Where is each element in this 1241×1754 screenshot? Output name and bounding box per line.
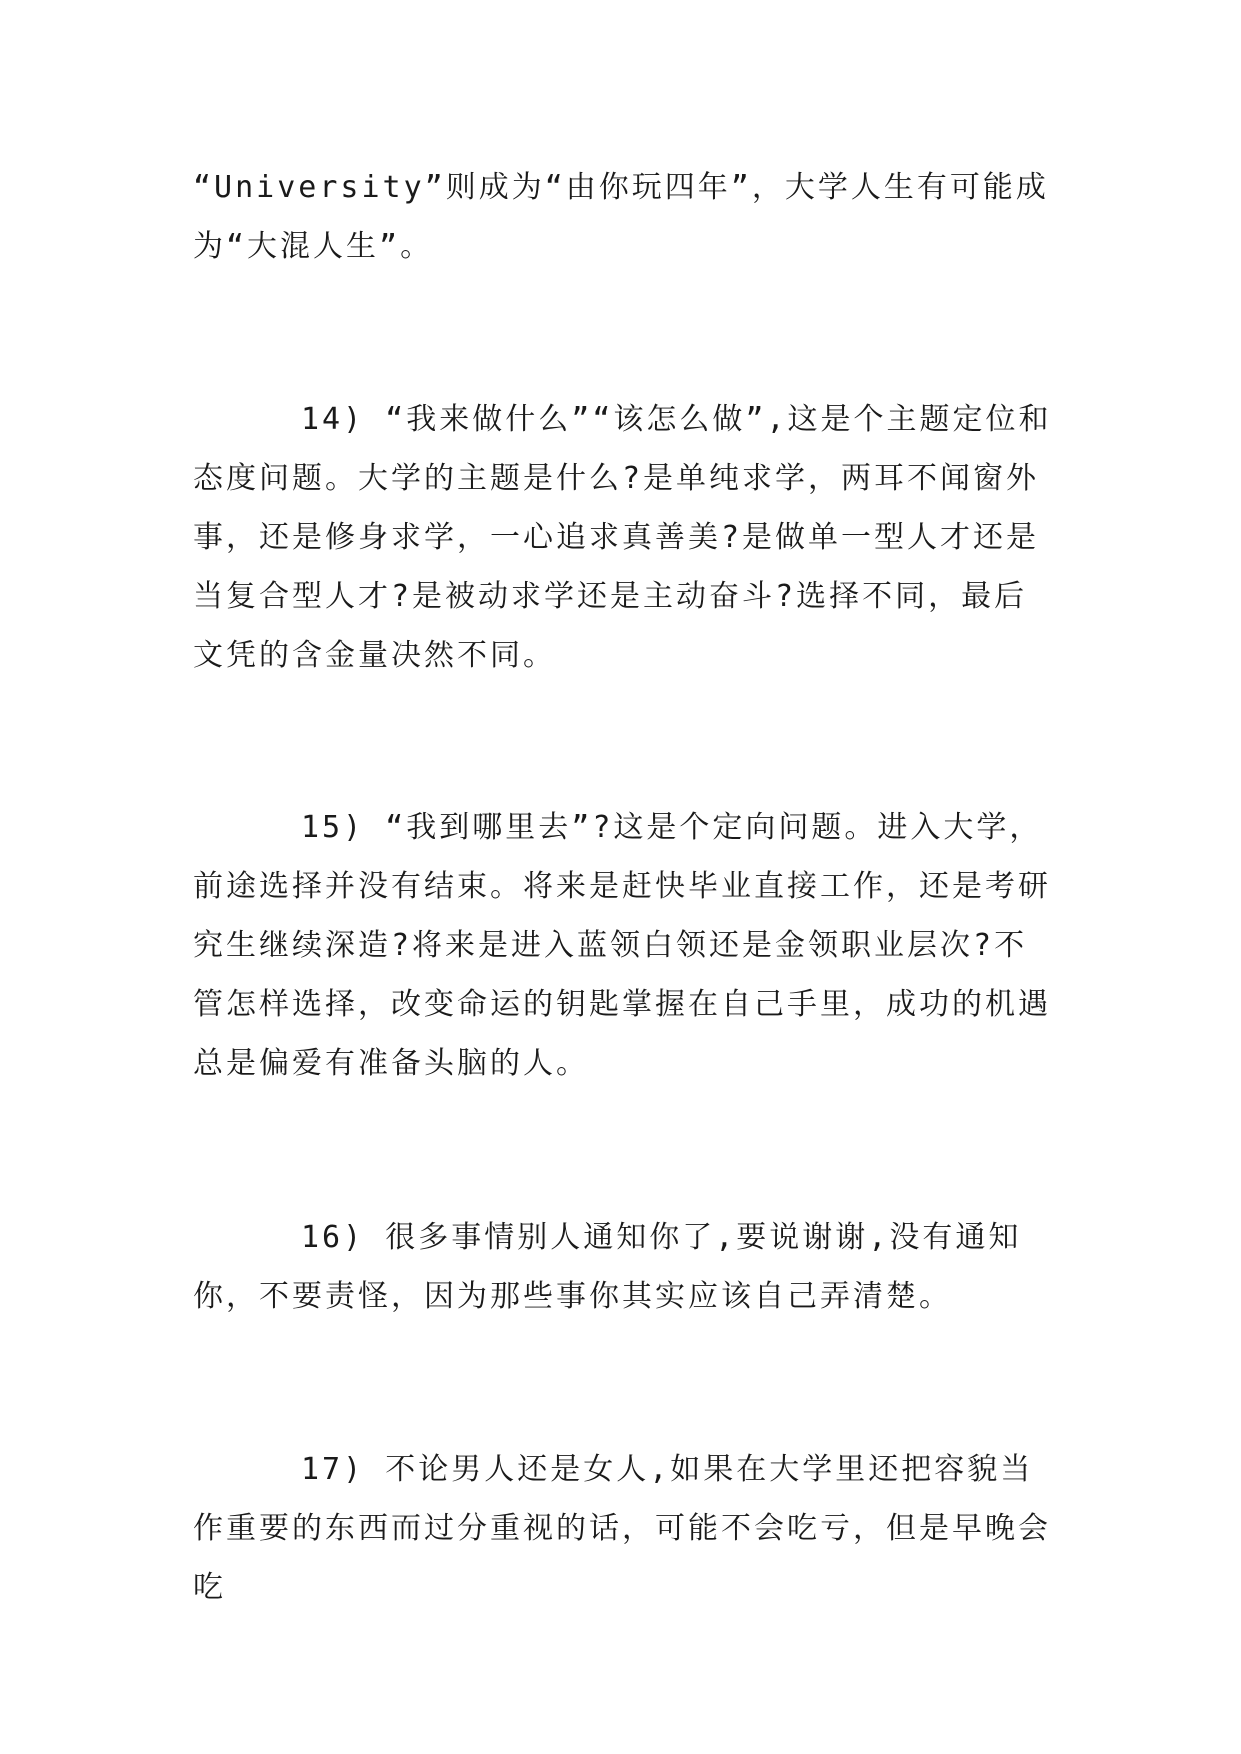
paragraph-17: 17) 不论男人还是女人,如果在大学里还把容貌当作重要的东西而过分重视的话，可能不会吃亏，但是早晚会吃 <box>193 1452 1051 1605</box>
paragraph-14: 14) “我来做什么”“该怎么做”,这是个主题定位和态度问题。大学的主题是什么?是单纯求学，两耳不闻窗外事，还是修身求学，一心追求真善美?是做单一型人才还是当复合型人才?是被动求学还是主动奋斗?选择不同，最后文凭的含金量决然不同。 <box>193 402 1052 673</box>
paragraph-15: 15) “我到哪里去”?这是个定向问题。进入大学，前途选择并没有结束。将来是赶快毕业直接工作，还是考研究生继续深造?将来是进入蓝领白领还是金领职业层次?不管怎样选择，改变命运的钥匙掌握在自己手里，成功的机遇总是偏爱有准备头脑的人。 <box>193 810 1051 1081</box>
paragraph-intro: “University”则成为“由你玩四年”，大学人生有可能成为“大混人生”。 <box>193 170 1049 264</box>
paragraph-16: 16) 很多事情别人通知你了,要说谢谢,没有通知你，不要责怪，因为那些事你其实应该自己弄清楚。 <box>193 1220 1022 1314</box>
